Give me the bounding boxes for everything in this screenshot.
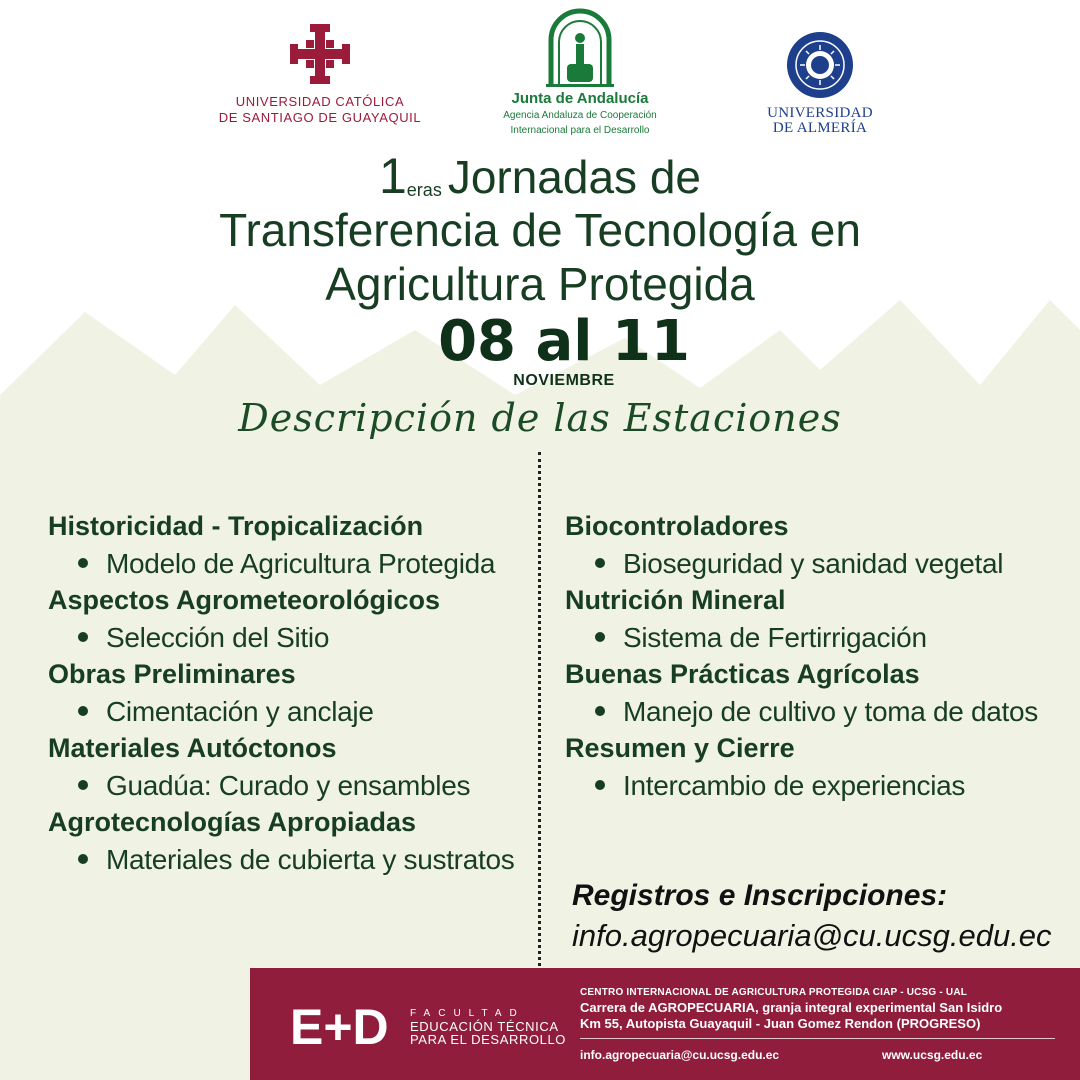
station-subitem-text: Materiales de cubierta y sustratos bbox=[106, 844, 515, 875]
station-title: Agrotecnologías Apropiadas bbox=[48, 807, 417, 837]
station-item bbox=[48, 508, 538, 582]
station-subitem-text: Cimentación y anclaje bbox=[106, 696, 374, 727]
date-month: NOVIEMBRE bbox=[513, 372, 615, 389]
faculty-logo-icon bbox=[290, 998, 400, 1052]
faculty-mark-text: E+D bbox=[290, 999, 389, 1052]
station-subitem-text: Selección del Sitio bbox=[106, 622, 330, 653]
station-title: Biocontroladores bbox=[565, 511, 789, 541]
arch-emblem-icon bbox=[545, 8, 615, 88]
bullet-icon bbox=[595, 558, 605, 568]
footer-email-link[interactable]: info.agropecuaria@cu.ucsg.edu.ec bbox=[580, 1048, 780, 1062]
title-line3: Agricultura Protegida bbox=[325, 258, 755, 310]
station-subitem-text: Guadúa: Curado y ensambles bbox=[106, 770, 471, 801]
footer-center-name: CENTRO INTERNACIONAL DE AGRICULTURA PROTEGIDA CIAP - UCSG - UAL bbox=[580, 987, 968, 998]
station-item bbox=[565, 508, 1080, 582]
station-title: Historicidad - Tropicalización bbox=[48, 511, 424, 541]
cross-icon bbox=[288, 22, 352, 86]
bullet-icon bbox=[595, 632, 605, 642]
station-subitem-text: Manejo de cultivo y toma de datos bbox=[623, 696, 1039, 727]
station-item bbox=[565, 656, 1080, 730]
ual-name-line2: DE ALMERÍA bbox=[772, 120, 868, 136]
station-subitem bbox=[48, 693, 538, 730]
footer-banner bbox=[250, 968, 1080, 1080]
registration-email-link[interactable]: info.agropecuaria@cu.ucsg.edu.ec bbox=[572, 918, 1052, 953]
junta-sub-line1: Agencia Andaluza de Cooperación bbox=[503, 110, 657, 121]
bullet-icon bbox=[595, 780, 605, 790]
bullet-icon bbox=[78, 706, 88, 716]
date-range: 08 al 11 bbox=[438, 309, 690, 374]
station-title: Obras Preliminares bbox=[48, 659, 296, 689]
footer-divider bbox=[580, 1038, 1055, 1039]
ucsg-logo bbox=[210, 22, 430, 126]
station-title: Resumen y Cierre bbox=[565, 733, 795, 763]
station-subitem-text: Bioseguridad y sanidad vegetal bbox=[623, 548, 1004, 579]
station-title: Nutrición Mineral bbox=[565, 585, 786, 615]
faculty-text bbox=[410, 1008, 570, 1046]
footer-website-link[interactable]: www.ucsg.edu.ec bbox=[882, 1048, 983, 1062]
footer-address-line1: Carrera de AGROPECUARIA, granja integral experimental San Isidro bbox=[580, 1000, 1003, 1015]
stations-left bbox=[48, 508, 538, 878]
station-item bbox=[48, 804, 538, 878]
bullet-icon bbox=[78, 558, 88, 568]
registration-title: Registros e Inscripciones: bbox=[572, 879, 948, 912]
title-line1-text: Jornadas de bbox=[447, 151, 701, 203]
stations-right bbox=[565, 508, 1080, 804]
station-subitem-text: Sistema de Fertirrigación bbox=[623, 622, 927, 653]
title-ordinal-suffix: eras bbox=[406, 180, 442, 200]
station-subitem bbox=[48, 619, 538, 656]
footer-address-line2: Km 55, Autopista Guayaquil - Juan Gomez Rendon (PROGRESO) bbox=[580, 1016, 981, 1031]
footer-info bbox=[580, 986, 1070, 1032]
station-title: Buenas Prácticas Agrícolas bbox=[565, 659, 920, 689]
column-divider bbox=[538, 452, 541, 972]
junta-sub-line2: Internacional para el Desarrollo bbox=[510, 125, 650, 136]
bullet-icon bbox=[78, 854, 88, 864]
bullet-icon bbox=[78, 780, 88, 790]
station-subitem bbox=[48, 841, 538, 878]
station-title: Aspectos Agrometeorológicos bbox=[48, 585, 441, 615]
station-item bbox=[48, 582, 538, 656]
station-item bbox=[565, 730, 1080, 804]
station-title: Materiales Autóctonos bbox=[48, 733, 337, 763]
station-item bbox=[48, 730, 538, 804]
station-subitem-text: Intercambio de experiencias bbox=[623, 770, 966, 801]
junta-andalucia-logo bbox=[480, 8, 680, 137]
station-subitem bbox=[565, 767, 1080, 804]
junta-name: Junta de Andalucía bbox=[511, 90, 649, 107]
bullet-icon bbox=[595, 706, 605, 716]
station-subitem bbox=[565, 693, 1080, 730]
ucsg-name-line1: UNIVERSIDAD CATÓLICA bbox=[235, 94, 405, 109]
section-heading: Descripción de las Estaciones bbox=[238, 396, 842, 440]
station-subitem bbox=[565, 619, 1080, 656]
faculty-label: FACULTAD bbox=[410, 1008, 525, 1019]
station-subitem bbox=[565, 545, 1080, 582]
registration-block bbox=[572, 876, 1072, 956]
faculty-name-line2: PARA EL DESARROLLO bbox=[410, 1032, 567, 1047]
station-subitem-text: Modelo de Agricultura Protegida bbox=[106, 548, 496, 579]
station-item bbox=[565, 582, 1080, 656]
station-item bbox=[48, 656, 538, 730]
bullet-icon bbox=[78, 632, 88, 642]
seal-icon bbox=[785, 30, 855, 100]
ual-name-line1: UNIVERSIDAD bbox=[767, 105, 873, 121]
ucsg-name-line2: DE SANTIAGO DE GUAYAQUIL bbox=[218, 110, 422, 125]
title-ordinal: 1 bbox=[378, 148, 407, 204]
station-subitem bbox=[48, 767, 538, 804]
ual-logo bbox=[760, 30, 880, 136]
title-line1 bbox=[0, 150, 1080, 203]
title-line2: Transferencia de Tecnología en bbox=[219, 204, 861, 256]
station-subitem bbox=[48, 545, 538, 582]
faculty-name-line1: EDUCACIÓN TÉCNICA bbox=[410, 1019, 559, 1034]
